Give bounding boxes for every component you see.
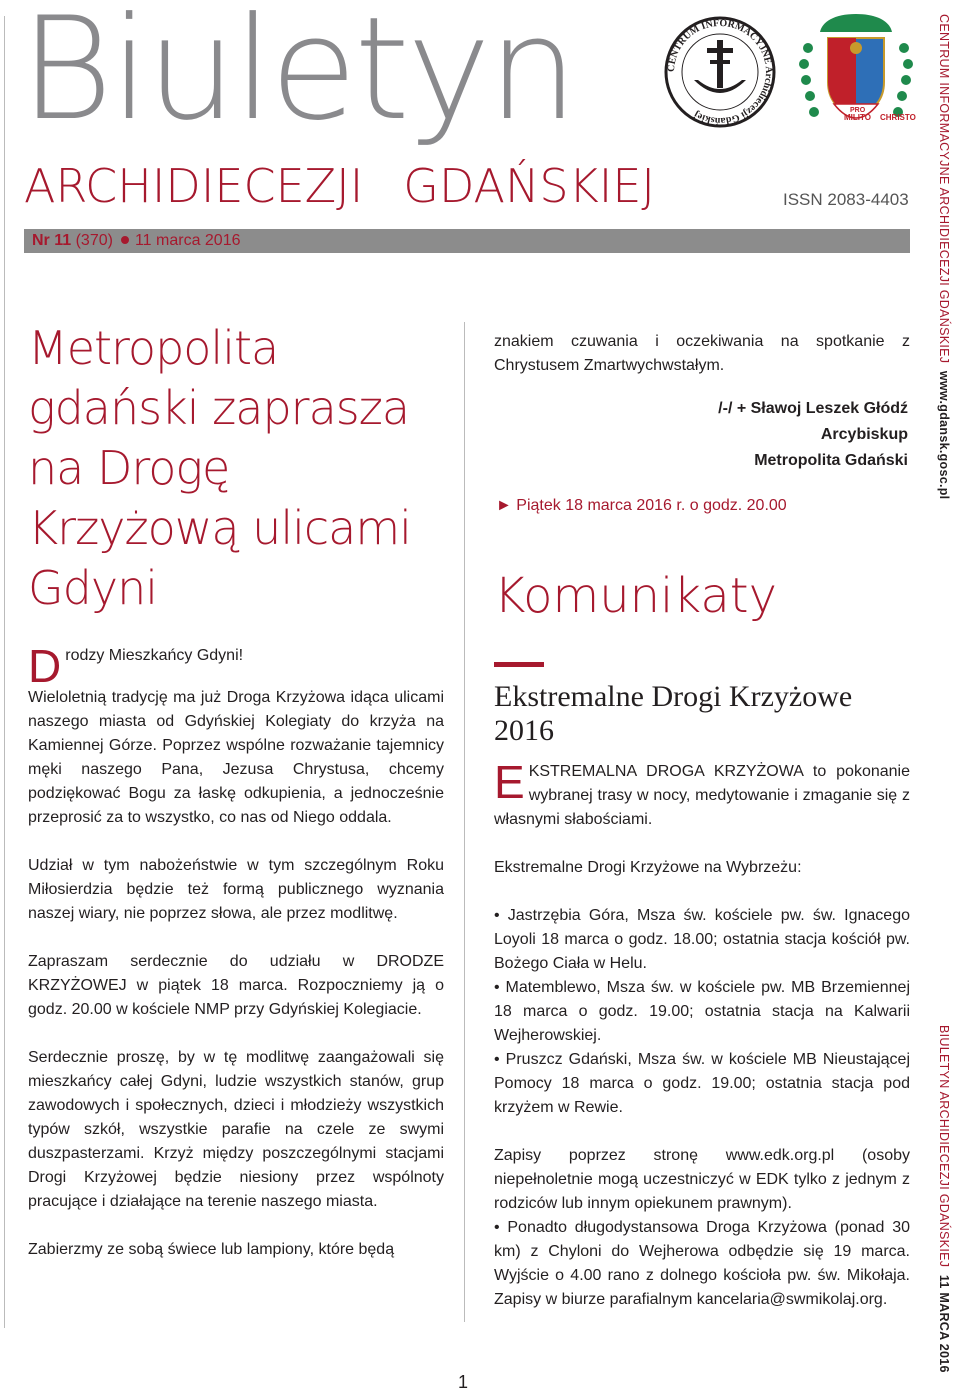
article-greeting: rodzy Mieszkańcy Gdyni!	[65, 647, 244, 664]
masthead-subtitle	[24, 158, 655, 214]
column-rule	[464, 322, 465, 1322]
article-headline: Metropolita gdański zaprasza na Drogę Krzyżową ulicami Gdyni	[28, 321, 411, 615]
signature-name: /-/ + Sławoj Leszek Głódź	[718, 400, 908, 417]
komunikaty-item-4: • Ponadto długodystansowa Droga Krzyżowa (ponad 30 km) z Chyloni do Wejherowa odbędzie się 19 marca. Wyjście o 4.00 rano z dolnego kościoła pw. św. Mikołaja. Zapisy w biurze parafialnym kancelaria@swmikolaj.org.	[494, 1219, 910, 1308]
motto-3: CHRISTO	[880, 113, 916, 122]
article-body	[28, 640, 444, 1262]
sidebar-top	[937, 14, 951, 500]
coat-of-arms-icon	[794, 8, 918, 136]
motto-1: MILITO	[844, 113, 871, 122]
article-paragraph-3: Zapraszam serdecznie do udziału w DRODZE KRZYŻOWEJ w piątek 18 marca. Rozpoczniemy ją o godz. 20.00 w kościele NMP przy Gdyńskiej Kolegiacie.	[28, 953, 444, 1018]
komunikaty-body	[494, 756, 910, 1312]
sidebar-top-label: CENTRUM INFORMACYJNE ARCHIDIECEZJI GDAŃSKIEJ	[937, 14, 951, 364]
article-paragraph-5: Zabierzmy ze sobą świece lub lampiony, które będą	[28, 1241, 395, 1258]
sidebar-bottom	[937, 1025, 951, 1373]
signature-title: Arcybiskup	[820, 426, 908, 443]
issn: ISSN 2083-4403	[783, 190, 909, 209]
event-date: Piątek 18 marca 2016 r. o godz. 20.00	[516, 497, 787, 514]
article-paragraph-6: znakiem czuwania i oczekiwania na spotkanie z Chrystusem Zmartwychwstałym.	[494, 333, 910, 374]
dropcap-d: D	[28, 640, 62, 692]
motto-2: PRO	[850, 107, 866, 114]
article-paragraph-2: Udział w tym nabożeństwie w tym szczególnym Roku Miłosierdzia będzie też formą publicznego wyznania naszej wiary, nie poprzez słowa, ale przez modlitwę.	[28, 857, 444, 922]
event-line	[496, 497, 787, 515]
centrum-informacyjne-seal-icon	[662, 14, 778, 130]
masthead-title: Biuletyn	[20, 0, 575, 152]
komunikaty-list-title: Ekstremalne Drogi Krzyżowe na Wybrzeżu:	[494, 859, 802, 876]
triangle-icon: ►	[496, 497, 512, 514]
article-paragraph-1: Wieloletnią tradycję ma już Droga Krzyżowa idąca ulicami naszego miasta od Gdyńskiej Kolegiaty do krzyża na Kamiennej Górze. Poprzez wspólne rozważanie tajemnicy męki naszego Pana, Jezusa Chrystusa, chcemy podziękować Bogu za łaskę odkupienia, a jednocześnie przeprosić za to wszystko, co nas od Niego oddala.	[28, 689, 444, 826]
komunikaty-intro: KSTREMALNA DROGA KRZYŻOWA to pokonanie wybranej trasy w nocy, medytowanie i zmaganie się z własnymi słabościami.	[494, 763, 910, 828]
komunikaty-item-3: • Pruszcz Gdański, Msza św. w kościele MB Nieustającej Pomocy 18 marca o godz. 19.00; ostatnia stacja pod krzyżem w Rewie.	[494, 1051, 910, 1116]
sidebar-bottom-label: BIULETYN ARCHIDIECEZJI GDAŃSKIEJ	[937, 1025, 951, 1268]
signature	[718, 396, 908, 474]
komunikaty-subheading: Ekstremalne Drogi Krzyżowe 2016	[494, 680, 853, 747]
bullet-icon	[121, 236, 129, 244]
komunikaty-register: Zapisy poprzez stronę www.edk.org.pl (osoby niepełnoletnie mogą uczestniczyć w EDK tylko z jednym z rodziców lub innym opiekunem prawnym).	[494, 1147, 910, 1212]
left-rule	[4, 16, 5, 1328]
article-continuation	[494, 330, 910, 378]
komunikaty-item-1: • Jastrzębia Góra, Msza św. kościele pw. św. Ignacego Loyoli 18 marca o godz. 18.00; ostatnia stacja kościół pw. Bożego Ciała w Helu.	[494, 907, 910, 972]
masthead-subtitle-b: GDAŃSKIEJ	[403, 159, 655, 213]
issue-number: Nr 11	[32, 232, 72, 249]
article-paragraph-4: Serdecznie proszę, by w tę modlitwę zaangażowali się mieszkańcy całej Gdyni, ludzie wszystkich stanów, grup zawodowych i społecznych, dzieci i młodzieży wszystkich typów szkół, wszystkie parafie na czele ze swymi duszpasterzami. Krzyż między poszczególnymi stacjami Drogi Krzyżowej będzie niesiony przez wspólnoty pracujące i działające na terenie naszego miasta.	[28, 1049, 444, 1210]
dropcap-e: E	[494, 756, 525, 808]
issue-date: 11 marca 2016	[134, 232, 241, 249]
seal-text: CENTRUM INFORMACYJNE Archidiecezji Gdańskiej	[665, 17, 775, 127]
komunikaty-item-2: • Matemblewo, Msza św. w kościele pw. MB Brzemiennej 18 marca o godz. 19.00; ostatnia stacja na Kalwarii Wejherowskiej.	[494, 979, 910, 1044]
sidebar-top-url: www.gdansk.gosc.pl	[937, 370, 951, 500]
page-number: 1	[458, 1372, 469, 1392]
sidebar-bottom-date: 11 MARCA 2016	[937, 1274, 951, 1373]
accent-rule	[494, 662, 544, 667]
signature-role: Metropolita Gdański	[754, 452, 908, 469]
issue-total: (370)	[75, 232, 113, 249]
komunikaty-heading: Komunikaty	[494, 568, 777, 624]
masthead-subtitle-a: ARCHIDIECEZJI	[24, 159, 364, 213]
issue-line	[32, 231, 241, 251]
